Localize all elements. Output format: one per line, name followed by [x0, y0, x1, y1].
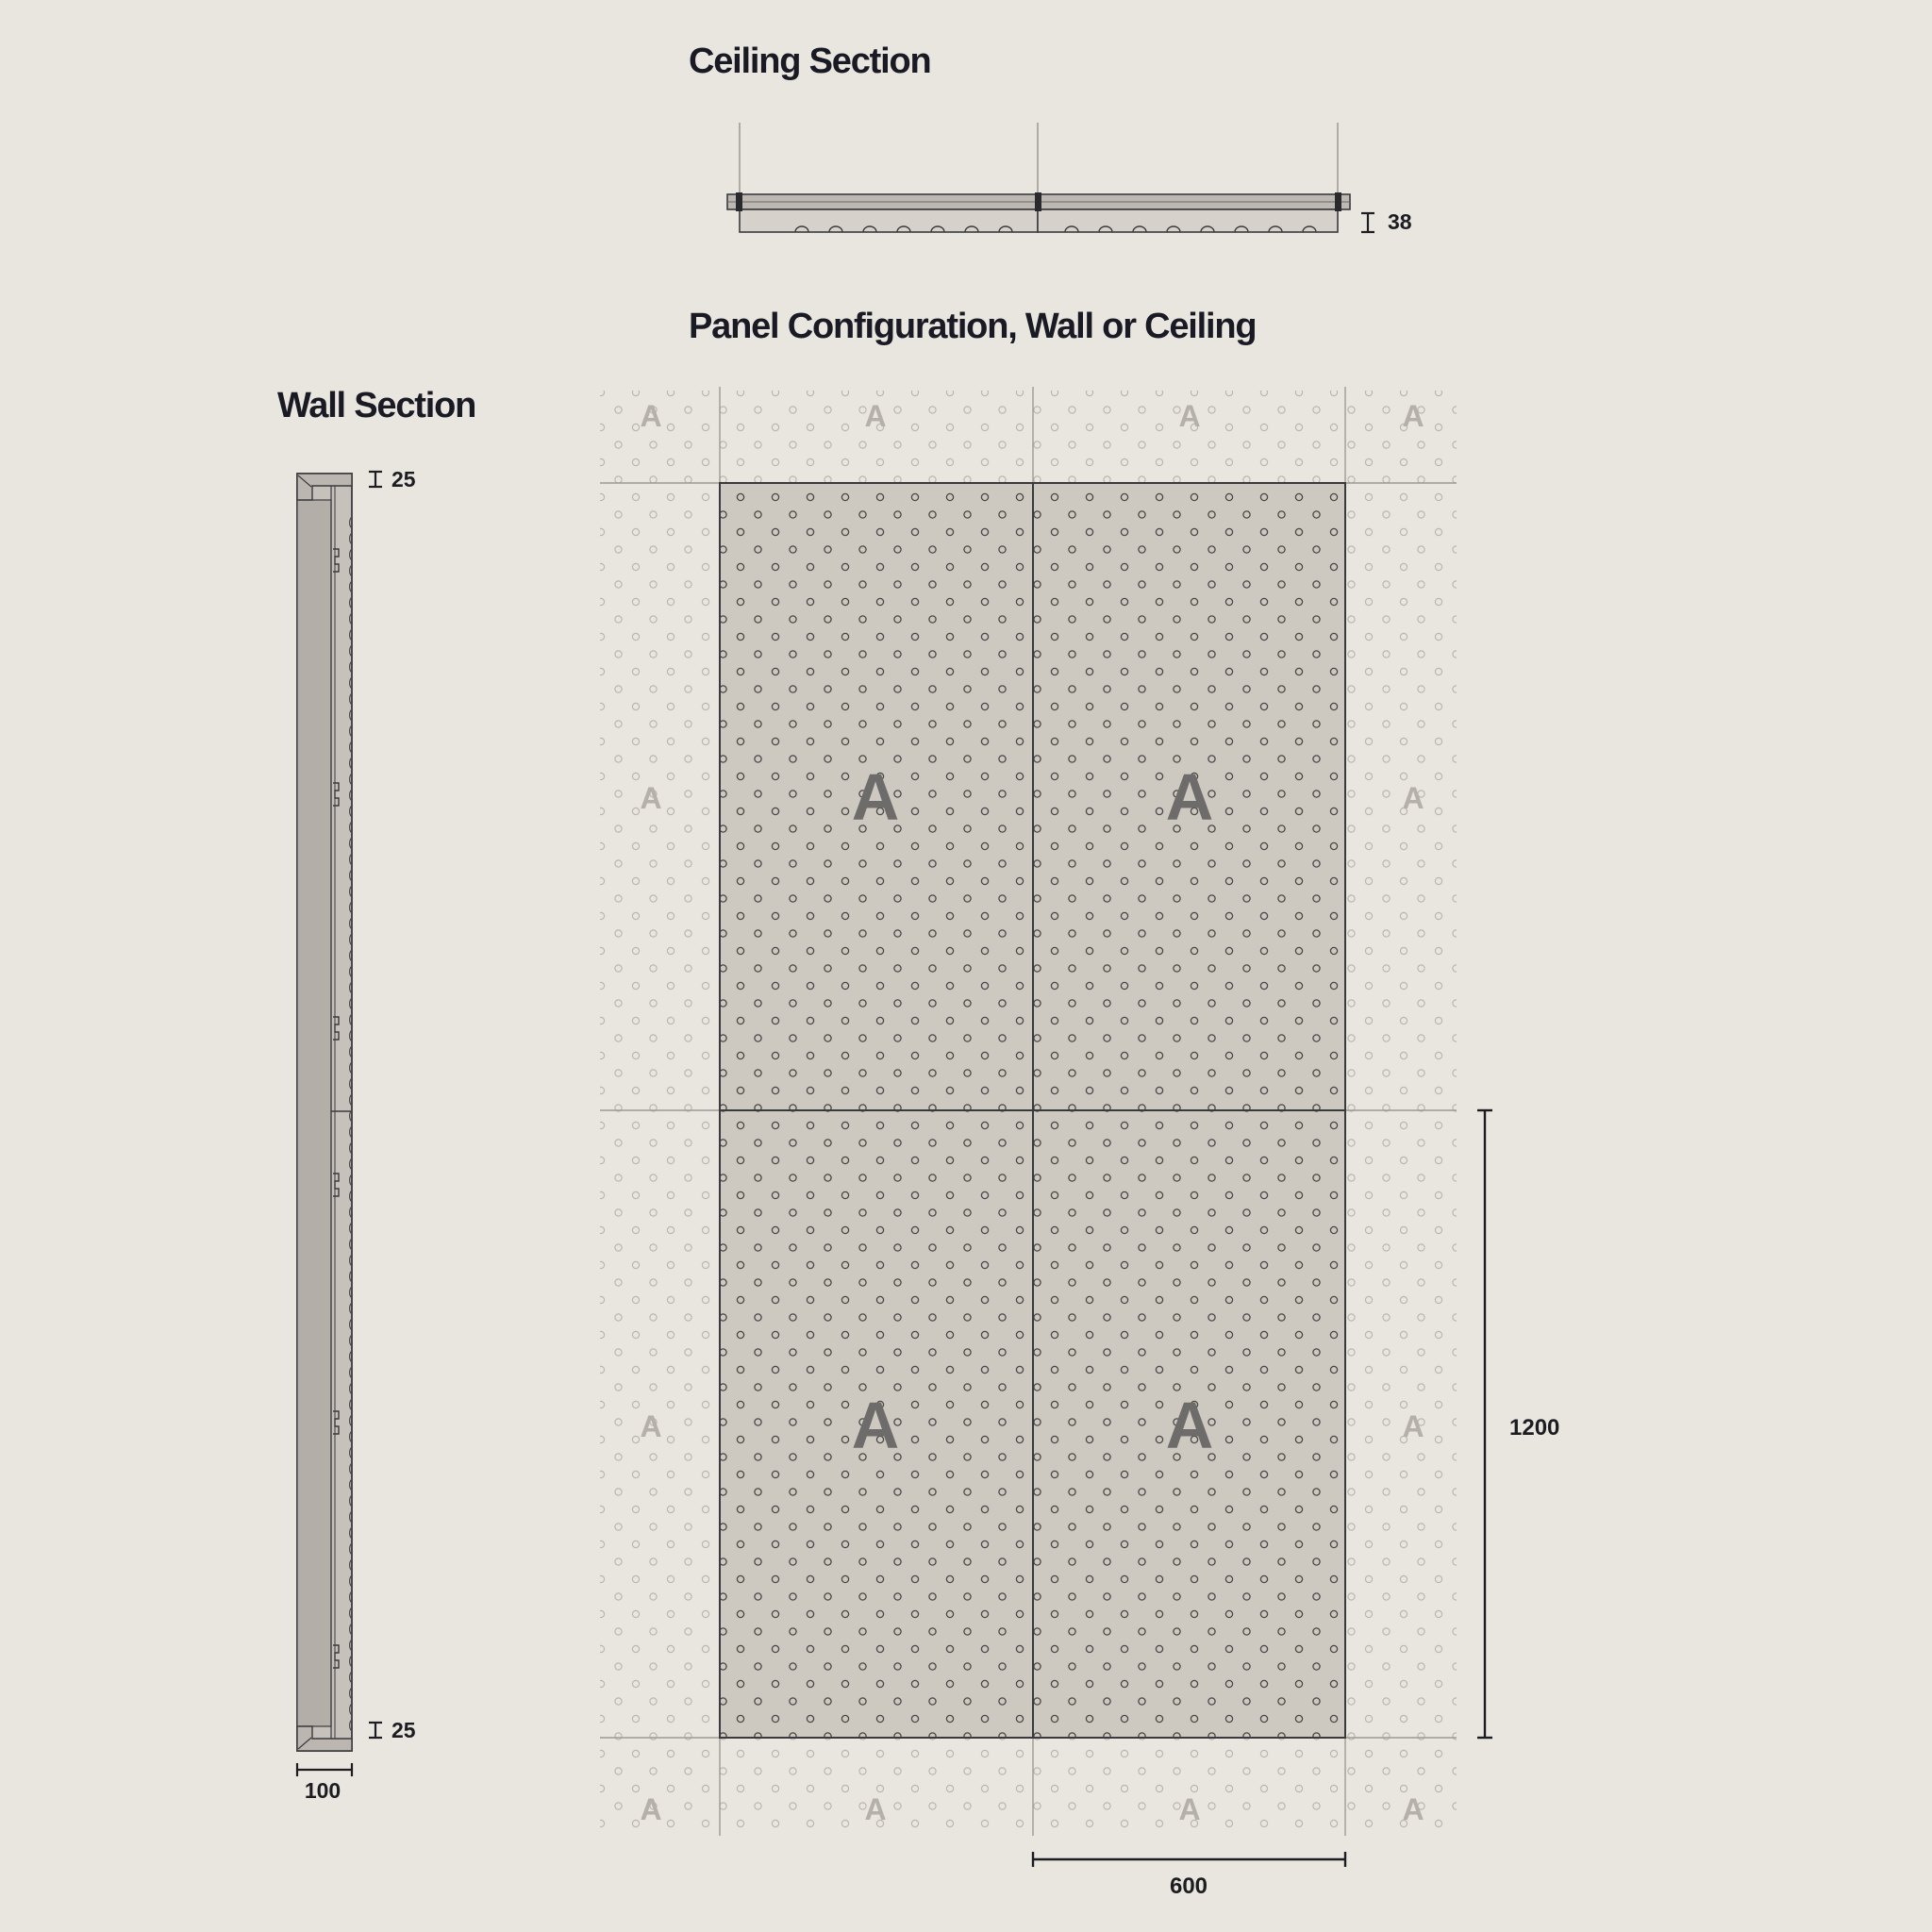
- panel-label: A: [851, 1389, 900, 1462]
- ceiling-panel-left: [740, 209, 1038, 232]
- panel-label: A: [640, 781, 662, 815]
- panel-label: A: [1178, 399, 1201, 433]
- wall-depth-dimension: [297, 1763, 352, 1776]
- ceiling-thickness-label: 38: [1388, 209, 1412, 234]
- panel-width-label: 600: [1169, 1874, 1208, 1899]
- panel-label: A: [640, 1409, 662, 1443]
- ceiling-clip: [736, 192, 742, 211]
- panel-configuration-drawing: [600, 387, 1559, 1899]
- wall-section-backing: [297, 500, 331, 1726]
- panel-label: A: [640, 399, 662, 433]
- panel-label: A: [1402, 399, 1424, 433]
- ceiling-thickness-dimension: [1361, 213, 1374, 232]
- panel-label: A: [851, 760, 900, 834]
- panel-height-dimension: [1477, 1110, 1492, 1738]
- panel-configuration-title: Panel Configuration, Wall or Ceiling: [689, 307, 1257, 346]
- wall-bottom-dimension-label: 25: [391, 1718, 416, 1742]
- wall-bottom-dimension: [369, 1723, 382, 1738]
- ceiling-clip: [1035, 192, 1041, 211]
- wall-top-dimension-label: 25: [391, 467, 416, 491]
- wall-top-dimension: [369, 472, 382, 487]
- ceiling-panel-right: [1038, 209, 1338, 232]
- wall-section-title: Wall Section: [277, 386, 476, 425]
- panel-height-label: 1200: [1509, 1415, 1560, 1441]
- panel-label: A: [1165, 760, 1214, 834]
- panel-label: A: [1402, 1792, 1424, 1826]
- panel-label: A: [1402, 781, 1424, 815]
- ceiling-section-drawing: [727, 123, 1412, 234]
- wall-section-drawing: [297, 467, 416, 1803]
- panel-label: A: [1402, 1409, 1424, 1443]
- panel-width-dimension: [1033, 1852, 1345, 1867]
- panel-label: A: [1165, 1389, 1214, 1462]
- panel-label: A: [864, 399, 887, 433]
- panel-label: A: [864, 1792, 887, 1826]
- wall-depth-dimension-label: 100: [304, 1778, 341, 1803]
- panel-label: A: [640, 1792, 662, 1826]
- ceiling-section-title: Ceiling Section: [689, 42, 931, 81]
- panel-label: A: [1178, 1792, 1201, 1826]
- ceiling-clip: [1335, 192, 1341, 211]
